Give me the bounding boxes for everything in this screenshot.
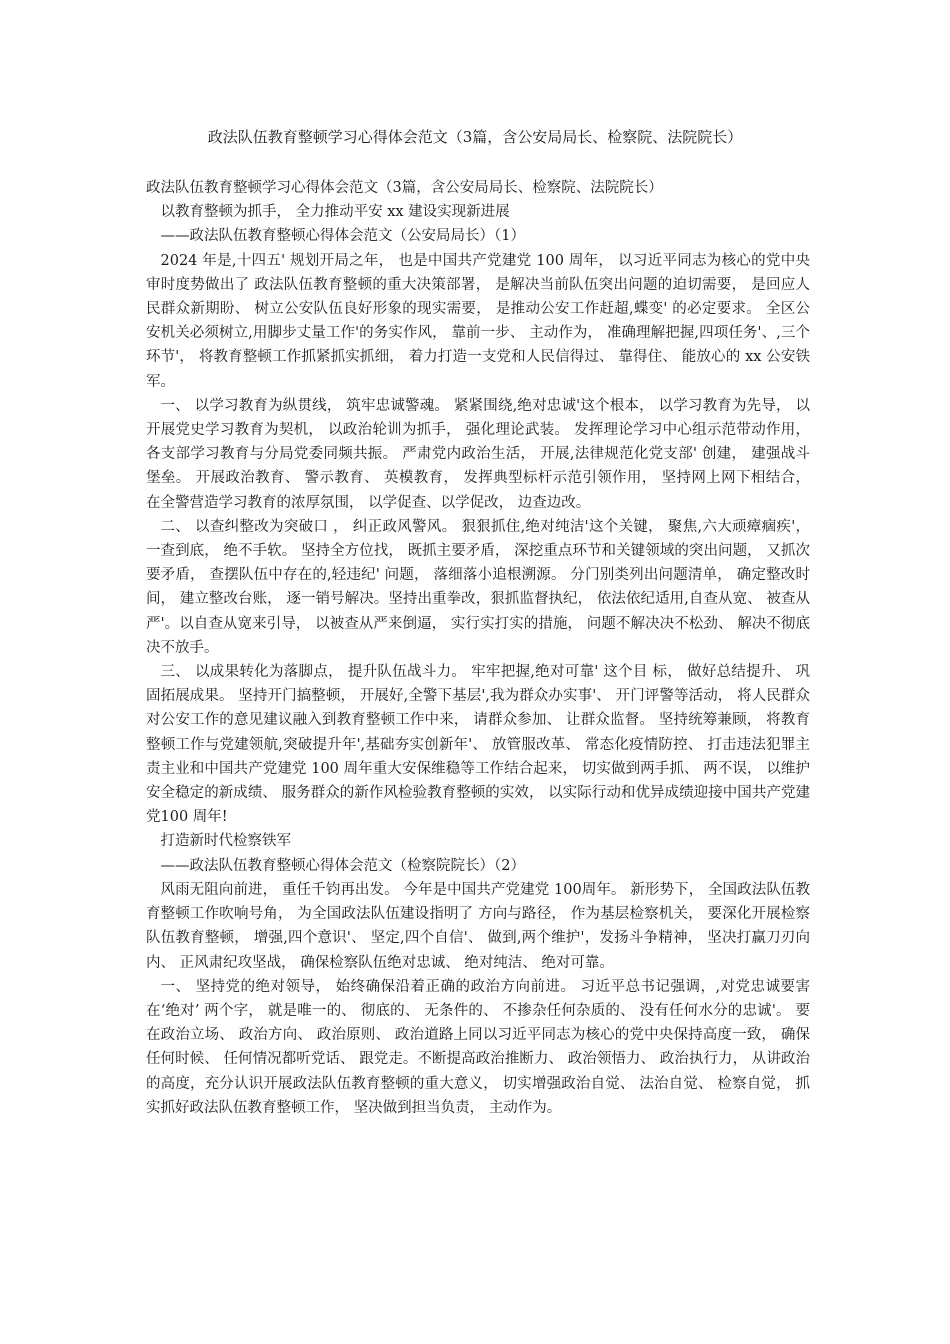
paragraph-subtitle: 政法队伍教育整顿学习心得体会范文（3篇，含公安局局长、检察院、法院院长） <box>146 180 663 196</box>
paragraph: 一、 以学习教育为纵贯线， 筑牢忠诚警魂。 紧紧围绕,绝对忠诚'这个根本， 以学习教育为先导， 以开展党史学习教育为契机， 以政治轮训为抓手， 强化理论武装。 发挥理论学习中心组示范带动作用， 各支部学习教育与分局党委同频共振。 严肃党内政治生活， 开展,法律规范化党支部' 创建， 建强战斗堡垒。 开展政治教育、 警示教育、 英模教育， 发挥典型标杆示范引领作用， 坚持网上网下相结合， 在全警营造学习教育的浓厚氛围， 以学促查、以学促改， 边查边改。 <box>146 397 810 511</box>
paragraph: 风雨无阻向前进， 重任千钧再出发。 今年是中国共产党建党 100周年。 新形势下， 全国政法队伍教育整顿工作吹响号角， 为全国政法队伍建设指明了 方向与路径， 作为基层检察机关， 要深化开展检察队伍教育整顿， 增强,四个意识'、 坚定,四个自信'、 做到,两个维护'，发扬斗争精神， 坚决打赢刀刃向内、 正风肃纪攻坚战， 确保检察队伍绝对忠诚、 绝对纯洁、 绝对可靠。 <box>146 881 810 971</box>
paragraph: 三、 以成果转化为落脚点， 提升队伍战斗力。 牢牢把握,绝对可靠' 这个目 标， 做好总结提升、 巩固拓展成果。 坚持开门搞整顿， 开展好,全警下基层',我为群众办实事'、 开门评警等活动， 将人民群众对公安工作的意见建议融入到教育整顿工作中来， 请群众参加、 让群众监督。 坚持统筹兼顾， 将教育整顿工作与党建领航,突破提升年',基础夯实创新年'、 放管服改革、 常态化疫情防控、 打击违法犯罪主责主业和中国共产党建党 100 周年重大安保维稳等工作结合起来， 切实做到两手抓、 两不误， 以维护安全稳定的新成绩、 服务群众的新作风检验教育整顿的实效， 以实际行动和优异成绩迎接中国共产党建党100 周年! <box>146 664 810 826</box>
paragraph: 2024 年是,十四五' 规划开局之年， 也是中国共产党建党 100 周年， 以习近平同志为核心的党中央审时度势做出了 政法队伍教育整顿的重大决策部署， 是解决当前队伍突出问题的迫切需要， 是回应人民群众新期盼、 树立公安队伍良好形象的现实需要， 是推动公安工作赶超,蝶变' 的必定要求。 全区公安机关必须树立,用脚步丈量工作'的务实作风， 靠前一步、 主动作为， 准确理解把握,四项任务'、,三个环节'， 将教育整顿工作抓紧抓实抓细， 着力打造一支党和人民信得过、 靠得住、 能放心的 xx 公安铁军。 <box>146 252 810 390</box>
paragraph-heading-2: 打造新时代检察铁军 <box>160 833 291 850</box>
paragraph-heading-1: 以教育整顿为抓手， 全力推动平安 xx 建设实现新进展 <box>160 204 510 221</box>
paragraph: 二、 以查纠整改为突破口 ， 纠正政风警风。 狠狠抓住,绝对纯洁'这个关键， 聚焦,六大顽瘴痼疾'， 一查到底， 绝不手软。 坚持全方位找， 既抓主要矛盾， 深挖重点环节和关键领域的突出问题， 又抓次要矛盾， 查摆队伍中存在的,轻违纪' 问题， 落细落小追根溯源。 分门别类列出问题清单， 确定整改时间， 建立整改台账， 逐一销号解决。坚持出重拳改，狠抓监督执纪， 依法依纪适用,自查从宽、 被查从严'。以自查从宽来引导， 以被查从严来倒逼， 实行实打实的措施， 问题不解决决不松劲、 解决不彻底决不放手。 <box>146 518 810 656</box>
paragraph-byline-2: ——政法队伍教育整顿心得体会范文（检察院院长）（2） <box>160 857 525 874</box>
paragraph-byline-1: ——政法队伍教育整顿心得体会范文（公安局局长）（1） <box>160 228 525 245</box>
paragraph: 一、 坚持党的绝对领导， 始终确保沿着正确的政治方向前进。 习近平总书记强调，,对党忠诚要害在‘绝对’ 两个字， 就是唯一的、 彻底的、 无条件的、 不掺杂任何杂质的、 没有任何水分的忠诚'。 要在政治立场、 政治方向、 政治原则、 政治道路上同以习近平同志为核心的党中央保持高度一致， 确保任何时候、 任何情况都听党话、 跟党走。不断提高政治推断力、 政治领悟力、 政治执行力， 从讲政治的高度，充分认识开展政法队伍教育整顿的重大意义， 切实增强政治自觉、 法治自觉、 检察自觉， 抓实抓好政法队伍教育整顿工作， 坚决做到担当负责， 主动作为。 <box>146 978 810 1116</box>
document-body <box>146 176 810 1120</box>
document-title: 政法队伍教育整顿学习心得体会范文（3篇，含公安局局长、检察院、法院院长） <box>207 128 743 146</box>
